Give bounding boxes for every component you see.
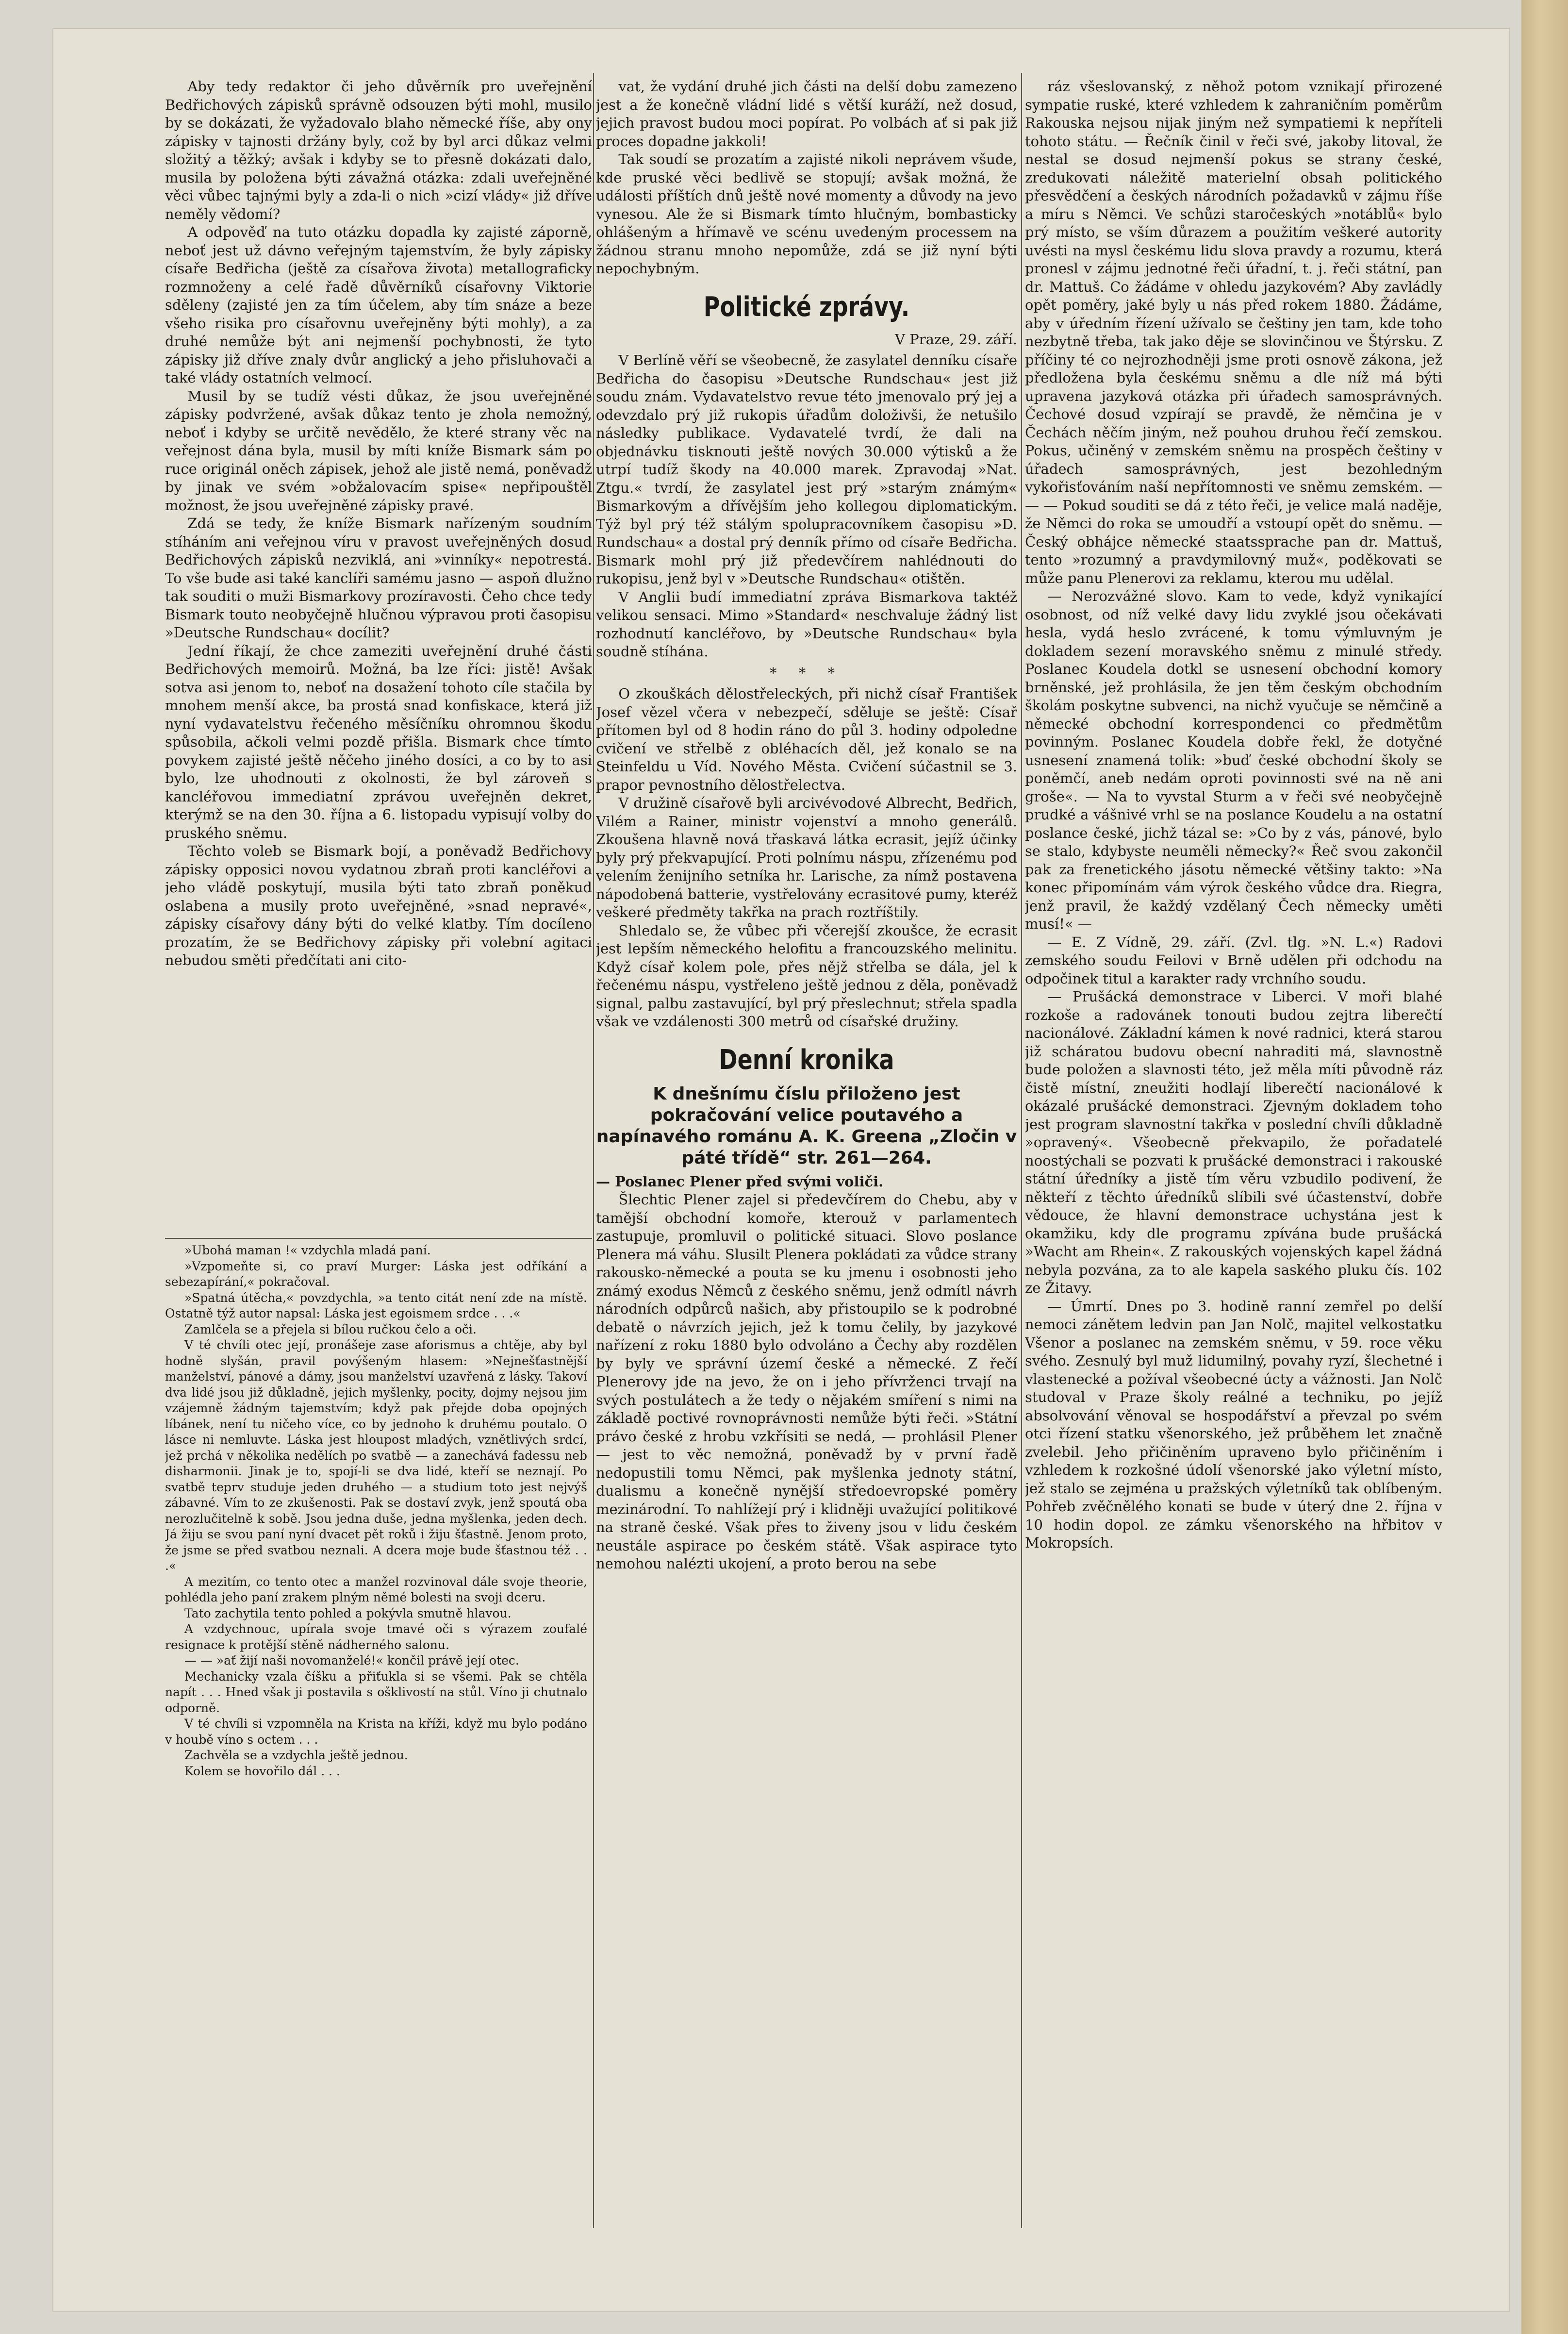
article-paragraph: Těchto voleb se Bismark bojí, a poněvadž Bedřichovy zápisky opposici novou vydatnou zbraň proti kancléřovi a jeho vládě poskytují, musila býti tato zbraň poněkud oslabena a musily proto uveřejněné, »snad nepravé«, zápisky císařovy dány býti do velké klatby. Tím docíleno prozatím, že se Bedřichovy zápisky při volební agitaci nebudou směti předčítati ani cito- xyxy=(165,843,592,968)
article-paragraph: Musil by se tudíž vésti důkaz, že jsou uveřejněné zápisky podvržené, avšak důkaz tento je zhola nemožný, neboť i kdyby se určitě nevědělo, že které strany věc na veřejnost dána byla, musil by míti kníže Bismark sám po ruce originál oněch zápisek, jehož ale jistě nemá, poněvadž by jinak ve svém »obžalovacím spise« nepřipouštěl možnost, že jsou uveřejněné zápisky pravé. xyxy=(165,387,592,514)
news-paragraph: — E. Z Vídně, 29. září. (Zvl. tlg. »N. L.«) Radovi zemského soudu Feilovi v Brně udělen při odchodu na odpočinek titul a karakter rady vrchního soudu. xyxy=(1025,934,1442,987)
news-paragraph: V družině císařově byli arcivévodové Albrecht, Bedřich, Vilém a Rainer, ministr vojenství a mnoho generálů. Zkoušena hlavně nová třaskavá látka ecrasit, jejíž účinky byly prý překvapující. Proti polnímu náspu, zřízenému pod velením ženijního setníka hr. Larische, za nímž postavena nápodobená batterie, vystřelovány ecrasitové pumy, kteréž veškeré předměty takřka na prach roztříštily. xyxy=(596,795,1017,920)
column-1 xyxy=(165,78,592,1233)
section-separator: * * * xyxy=(770,664,843,681)
news-paragraph: V Anglii budí immediatní zpráva Bismarkova taktéž velikou sensaci. Mimo »Standard« neschvaluje žádný list rozhodnutí kancléřovo, by »Deutsche Rundschau« byla soudně stíhána. xyxy=(596,588,1017,660)
feuilleton-paragraph: Kolem se hovořilo dál . . . xyxy=(184,1764,340,1778)
dateline: V Praze, 29. září. xyxy=(895,331,1017,348)
article-paragraph: vat, že vydání druhé jich části na delší dobu zamezeno jest a že konečně vládní lidé s větší kuráží, než dosud, jejich pravost budou moci popírat. Po volbách ať si pak již proces dopadne jakkoli! xyxy=(596,78,1017,150)
feuilleton-paragraph: A vzdychnouc, upírala svoje tmavé oči s výrazem zoufalé resignace k protější stěně nádherného salonu. xyxy=(165,1622,587,1652)
column-rule-1 xyxy=(593,73,594,2228)
news-headline: — Poslanec Plener před svými voliči. xyxy=(596,1173,884,1190)
news-paragraph: ráz všeslovanský, z něhož potom vznikají přirozené sympatie ruské, které vzhledem k zahraničním poměrům Rakouska nejsou nijak jiným než sympatiemi k nepříteli tohoto státu. — Řečník činil v řeči své, jakoby litoval, že nestal se dosud nejmenší pokus se strany české, zredukovati náležitě materielní obsah politického přesvědčení a českých národních požadavků v zájmu říše a míru s Němci. Ve schůzi staročeských »notáblů« bylo prý místo, se vším důrazem a použitím veškeré autority uvésti na mysl českému lidu slova pravdy a rozumu, která pronesl v zájmu jednotné řeči úřadní, t. j. řeči státní, pan dr. Mattuš. Co žádáme v ohledu jazykovém? Aby zavládly opět poměry, jaké byly u nás před rokem 1880. Žádáme, aby v úředním řízení užívalo se češtiny jen tam, kde toho nezbytně třeba, tak jako děje se slovinčinou ve Štýrsku. Z příčiny té co nejrozhodněji jsme proti osnově zákona, jež předložena byla českému sněmu a dle níž má býti upravena jazyková otázka při úřadech samosprávných. Čechové dosud vzpírají se pravdě, že němčina je v Čechách něčím jiným, než pouhou druhou řečí zemskou. Pokus, učiněný v zemském sněmu na prospěch češtiny v úřadech samosprávných, jest bezohledným vykořisťováním naší nepřítomnosti ve sněmu zemském. — — — Pokud souditi se dá z této řeči, je velice malá naděje, že Němci do roka se umoudří a vstoupí opět do sněmu. — Český obhájce německé staatssprache pan dr. Mattuš, tento »rozumný a pravdymilovný muž«, poděkovati se může panu Plenerovi za reklamu, kterou mu udělal. xyxy=(1025,78,1442,586)
section-heading-chronicle: Denní kronika xyxy=(719,1044,894,1076)
feuilleton-paragraph: — — »ať žijí naši novomanželé!« končil právě její otec. xyxy=(184,1653,519,1667)
feuilleton-paragraph: Tato zachytila tento pohled a pokývla smutně hlavou. xyxy=(184,1606,512,1620)
article-paragraph: Zdá se tedy, že kníže Bismark nařízeným soudním stíháním ani veřejnou víru v pravost uveřejněných dosud Bedřichových zápisků nezviklá, ani »vinníky« nepotrestá. To vše bude asi také kanclíři samému jasno — aspoň dlužno tak souditi o muži Bismarkovy prozíravosti. Čeho chce tedy Bismark touto neobyčejně hlučnou výpravou proti časopisu »Deutsche Rundschau« docílit? xyxy=(165,515,592,641)
feuilleton-paragraph: »Vzpomeňte si, co praví Murger: Láska jest odříkání a sebezapírání,« pokračoval. xyxy=(165,1259,587,1289)
binding-tape xyxy=(1521,0,1568,2334)
column-rule-2 xyxy=(1021,73,1022,2228)
supplement-notice: K dnešnímu číslu přiloženo jest pokračování velice poutavého a napínavého románu A. K. Greena „Zločin v páté třídě“ str. 261—264. xyxy=(596,1084,1017,1168)
feuilleton-paragraph: Mechanicky vzala číšku a přiťukla si se všemi. Pak se chtěla napít . . . Hned však ji postavila s ošklivostí na stůl. Víno ji chutnalo odporně. xyxy=(165,1669,587,1715)
news-paragraph: — Úmrtí. Dnes po 3. hodině ranní zemřel po delší nemoci zánětem ledvin pan Jan Nolč, majitel velkostatku Všenor a poslanec na zemském sněmu, v 59. roce věku svého. Zesnulý byl muž lidumilný, povahy ryzí, šlechetné i vlastenecké a požíval všeobecné úcty a vážnosti. Jan Nolč studoval v Praze školy reálné a techniku, po jejíž absolvování věnoval se hospodářství a převzal po svém otci řízení statku všenorského, jež průběhem let značně zvelebil. Jeho přičiněním upraveno bylo přičiněním i vzhledem k rozkošné údolí všenorské jako výletní místo, jež stalo se zejména u pražských výletníků tak oblíbeným. Pohřeb zvěčnělého konati se bude v úterý dne 2. října v 10 hodin dopol. ze zámku všenorského na hřbitov v Mokropsích. xyxy=(1025,1298,1442,1551)
column-2 xyxy=(596,78,1017,2228)
section-heading-politics: Politické zprávy. xyxy=(703,291,910,323)
article-paragraph: Tak soudí se prozatím a zajisté nikoli neprávem všude, kde pruské věci bedlivě se stopují; avšak možná, že události příštích dnů ještě nové momenty a důvody na jevo vynesou. Ale že si Bismark tímto hlučným, bombasticky ohlášeným a hřímavě ve scénu uvedeným processem na žádnou stranu mnoho nepomůže, zdá se již nyní býti nepochybným. xyxy=(596,151,1017,277)
feuilleton-paragraph: A mezitím, co tento otec a manžel rozvinoval dále svoje theorie, pohlédla jeho paní zrakem plným němé bolesti na svoji dceru. xyxy=(165,1574,587,1604)
article-paragraph: Aby tedy redaktor či jeho důvěrník pro uveřejnění Bedřichových zápisků správně odsouzen býti mohl, musilo by se dokázati, že vyžadovalo blaho německé říše, aby ony zápisky v tajnosti držány byly, což by byl arci důkaz velmi složitý a těžký; avšak i kdyby se to přesně dokázati dalo, musila by položena býti závažná otázka: zdali uveřejněné věci vůbec tajnými byly a zda-li o nich »cizí vlády« již dříve neměly vědomí? xyxy=(165,78,592,222)
feuilleton-paragraph: Zamlčela se a přejela si bílou ručkou čelo a oči. xyxy=(184,1322,477,1336)
article-paragraph: Jední říkají, že chce zameziti uveřejnění druhé části Bedřichových memoirů. Možná, ba lze říci: jistě! Avšak sotva asi jenom to, neboť na dosažení tohoto cíle stačila by mnohem menší akce, ba prostá snad konfiskace, která již nyní vydavatelstvu řečeného měsíčníku ohromnou škodu spůsobila, ačkoli velmi pozdě přišla. Bismark chce tímto povykem zajisté ještě něčeho jiného dosíci, a co by to asi bylo, lze uhodnouti z okolnosti, že byl zároveň s kancléřovou immediatní zprávou uveřejněn dekret, kterýmž se na den 30. října a 6. listopadu vypisují volby do pruského sněmu. xyxy=(165,642,592,841)
article-paragraph: A odpověď na tuto otázku dopadla ky zajisté záporně, neboť jest už dávno veřejným tajemstvím, že byly zápisky císaře Bedřicha (ještě za císařova života) metallograficky rozmnoženy a celé řadě důvěrníků císařovny Viktorie sděleny (zajisté jen za tím účelem, aby tím snáze a beze všeho risika pro císařovnu uveřejněny býti mohly), a za druhé nemůže být ani nejmenší pochybnosti, že tyto zápisky již dříve znaly dvůr anglický a jeho přisluhovači a také vlády ostatních velmocí. xyxy=(165,224,592,386)
feuilleton-paragraph: »Ubohá maman !« vzdychla mladá paní. xyxy=(184,1243,431,1257)
news-paragraph: V Berlíně věří se všeobecně, že zasylatel denníku císaře Bedřicha do časopisu »Deutsche Rundschau« jest již soudu znám. Vydavatelstvo revue této jmenovalo prý jej a odevzdalo prý již rukopis úřadům doloživši, že netušilo následky publikace. Vydavatelé tvrdí, že dali na objednávku tisknouti ještě nových 30.000 výtisků a že utrpí tudíž škody na 40.000 marek. Zpravodaj »Nat. Ztgu.« tvrdí, že zasylatel jest prý »starým známým« Bismarkovým a dřívějším jeho kollegou diplomatickým. Týž byl prý též stálým spolupracovníkem časopisu »D. Rundschau« a dostal prý denník přímo od císaře Bedřicha. Bismark mohl prý již předevčírem nahlédnouti do rukopisu, jenž byl v »Deutsche Rundschau« otištěn. xyxy=(596,352,1017,587)
news-paragraph: — Nerozvážné slovo. Kam to vede, když vynikající osobnost, od níž velké davy lidu zvyklé jsou očekávati hesla, vydá heslo zvrácené, k tomu výmluvným je dokladem sezení moravského sněmu z minulé středy. Poslanec Koudela dotkl se usnesení obchodní komory brněnské, jež prohlásila, že jen těm českým obchodním školám poskytne subvenci, na nichž vyučuje se němčině a německé obchodní korrespondenci co předmětům povinným. Poslanec Koudela dobře řekl, že dotyčné usnesení znamená tolik: »buď české obchodní školy se poněmčí, aneb nedám oproti povinnosti své na ně ani groše«. — Na to vyvstal Sturm a v řeči své neobyčejně prudké a vášnivé vrhl se na poslance Koudelu a na ostatní poslance české, jichž tázal se: »Co by z vás, pánové, bylo se stalo, kdybyste neuměli německy?« Řeč svou zakončil pak za frenetického jásotu německé většiny takto: »Na konec připomínám vám výrok českého vůdce dra. Riegra, jenž pravil, že každý vzdělaný Čech německy uměti musí!« — xyxy=(1025,588,1442,932)
column-3 xyxy=(1025,78,1442,2228)
feuilleton-paragraph: V té chvíli si vzpomněla na Krista na kříži, když mu bylo podáno v houbě víno s octem . . . xyxy=(165,1717,587,1747)
news-paragraph: Shledalo se, že vůbec při včerejší zkoušce, že ecrasit jest lepším německého helofitu a francouzského melinitu. Když císař kolem pole, přes nějž střelba se dála, jel k řečenému náspu, vystřeleno ještě jednou z děla, poněvadž signal, palbu zastavující, byl prý přeslechnut; střela spadla však ve vzdálenosti 300 metrů od císařské družiny. xyxy=(596,922,1017,1030)
news-paragraph: — Prušácká demonstrace v Liberci. V moři blahé rozkoše a radovánek tonouti budou zejtra liberečtí nacionálové. Základní kámen k nové radnici, která starou již scháratou budovu obecní nahraditi má, slavnostně bude položen a slavnosti této, jež měla míti původně ráz čistě místní, zneužiti hodlají liberečtí nacionálové k okázalé prušácké demonstraci. Zjevným dokladem toho jest program slavnostní takřka v poslední chvíli důkladně »opravený«. Všeobecně překvapilo, že pořadatelé noostýchali se pozvati k prušácké demonstraci i rakouské státní úředníky a jistě tím věru vzbudilo podivení, že někteří z těchto úředníků slíbili své účastenství, dobře vědouce, že hlavní demonstrace uchystána jest k okamžiku, kdy dle programu zpívána bude prušácká »Wacht am Rhein«. Z rakouských vojenských kapel žádná nebyla pozvána, za to ale kapela saského pluku čís. 102 ze Žitavy. xyxy=(1025,988,1442,1296)
feuilleton xyxy=(165,1243,587,2228)
feuilleton-paragraph: »Spatná útěcha,« povzdychla, »a tento citát není zde na místě. Ostatně týž autor napsal: Láska jest egoismem srdce . . .« xyxy=(165,1290,587,1320)
feuilleton-paragraph: Zachvěla se a vzdychla ještě jednou. xyxy=(184,1748,408,1762)
news-paragraph: Šlechtic Plener zajel si předevčírem do Chebu, aby v tamější obchodní komoře, kterouž v parlamentech zastupuje, promluvil o politické situaci. Slovo poslance Plenera má váhu. Slusilt Plenera pokládati za vůdce strany rakousko-německé a pouta se ku jmenu i osobnosti jeho známý exodus Němců z českého sněmu, jenž odmítl návrh národních odpůrců našich, aby přistoupilo se k podrobné debatě o návrzích jejich, jež k tomu čelily, by jazykové nařízení z roku 1880 bylo odvoláno a Čechy aby rozdělen by byly ve správní území české a německé. Z řečí Plenerovy jde na jevo, že on i jeho přívrženci trvají na svých postulátech a že tedy o nějakém smíření s nimi na základě poctivé rovnoprávnosti nemůže býti řeči. »Státní právo české z hrobu vzkřísiti se nedá, — prohlásil Plener — jest to věc nemožná, poněvadž by v první řadě nedopustili tomu Němci, pak myšlenka jednoty státní, dualismu a konečně nynější středoevropské poměry mezinárodní. To nahlížejí prý i klidněji uvažující politikové na straně české. Však přes to živeny jsou v lidu českém neustále aspirace po českém státě. Však aspirace tyto nemohou nalézti ukojení, a proto berou na sebe xyxy=(596,1191,1017,1572)
news-paragraph: O zkouškách dělostřeleckých, při nichž císař František Josef vězel včera v nebezpečí, sděluje se ještě: Císař přítomen byl od 8 hodin ráno do půl 3. hodiny odpoledne cvičení ve střelbě z obléhacích děl, jež konalo se na Steinfeldu u Víd. Nového Města. Cvičení súčastnil se 3. prapor pevnostního dělostřelectva. xyxy=(596,685,1017,793)
feuilleton-paragraph: V té chvíli otec její, pronášeje zase aforismus a chtěje, aby byl hodně slyšán, pravil povýšeným hlasem: »Nejnešťastnější manželství, pánové a dámy, jsou manželství uzavřená z lásky. Takoví dva lidé jsou již důkladně, jejich myšlenky, pocity, dojmy nejsou jim vzájemně žádným tajemstvím; když pak přejde doba opojných líbánek, není tu ničeho více, co by jednoho k druhému poutalo. O lásce ni nemluvte. Láska jest hloupost mladých, vznětlivých srdcí, jež prchá v několika nedělích po svatbě — a zanechává fadessu neb disharmonii. Jinak je to, spojí-li se dva lidé, kteří se neznají. Po svatbě teprv studuje jeden druhého — a studium toto jest nejvýš zábavné. Vím to ze zkušenosti. Pak se dostaví zvyk, jenž spoutá oba nerozlučitelně k sobě. Jsou jedna duše, jedna myšlenka, jeden dech. Já žiju se svou paní nyní dvacet pět roků i žiju šťastně. Jenom proto, že jsme se před svatbou neznali. A dcera moje bude šťastnou též . . .« xyxy=(165,1338,587,1573)
feuilleton-rule xyxy=(165,1238,592,1239)
